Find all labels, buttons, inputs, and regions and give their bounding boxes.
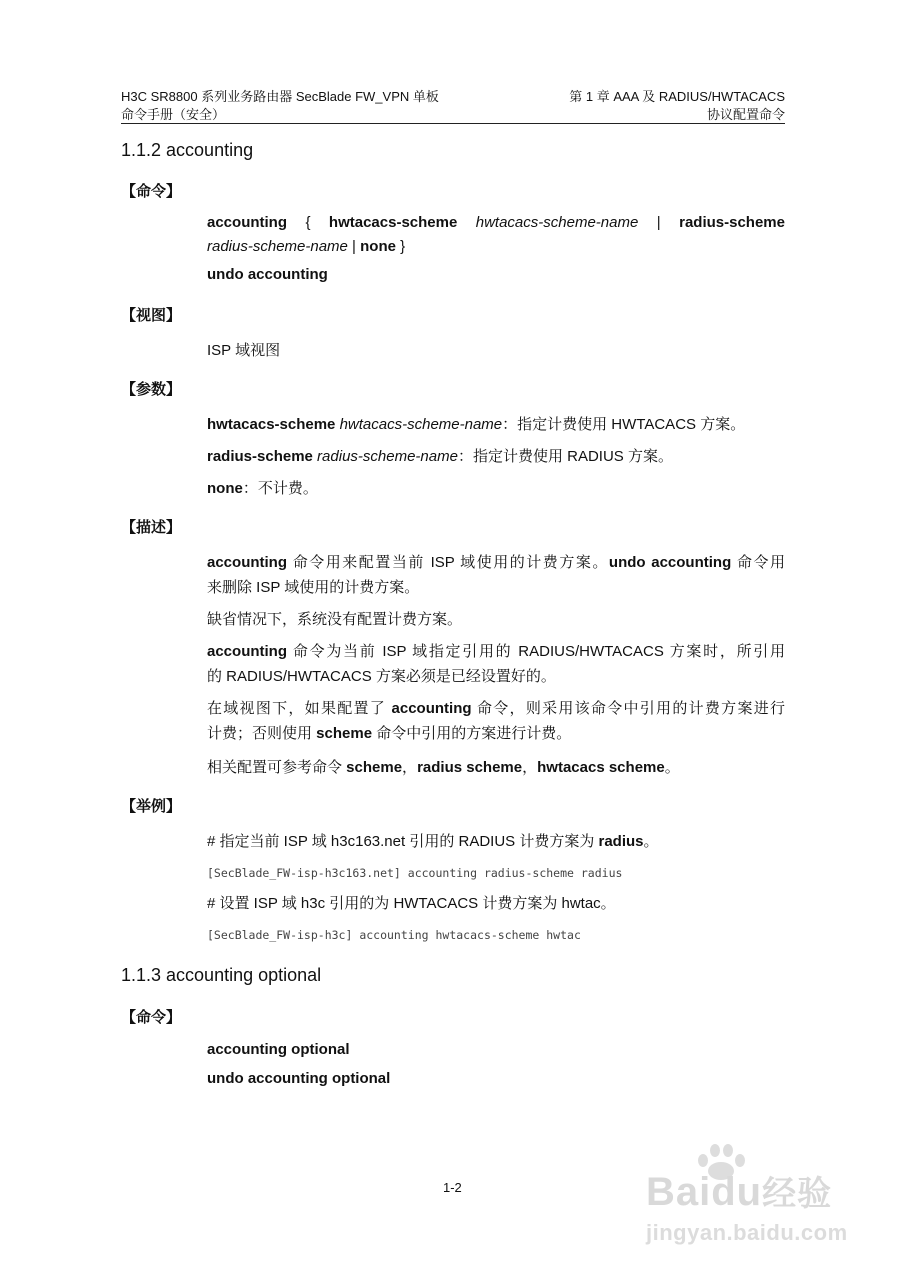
- logo-du: du: [711, 1170, 763, 1214]
- param-desc: ：指定计费使用 HWTACACS 方案。: [502, 416, 746, 433]
- desc-para3-line1: [207, 640, 785, 661]
- header-chapter: 第 1 章 AAA 及 RADIUS/HWTACACS: [569, 89, 785, 104]
- param-desc: ：指定计费使用 RADIUS 方案。: [457, 448, 673, 465]
- desc-heading: 【描述】: [121, 519, 182, 536]
- desc-kw: hwtacacs scheme: [537, 759, 665, 776]
- arg-hwtacacs-scheme-name: hwtacacs-scheme-name: [457, 214, 639, 231]
- example1-comment: [207, 830, 659, 851]
- brace-close: }: [395, 238, 406, 255]
- baidu-jingyan-watermark: [640, 1140, 865, 1265]
- desc-text: 命令，则采用该命令中引用的计费方案进行: [471, 700, 785, 717]
- command-accounting-optional: accounting optional: [207, 1041, 350, 1058]
- param-desc: ：不计费。: [242, 480, 318, 497]
- kw-hwtacacs-scheme: hwtacacs-scheme: [328, 214, 458, 231]
- desc-text: 。: [664, 759, 680, 776]
- kw-radius-scheme: radius-scheme: [679, 214, 785, 231]
- command-undo: undo accounting: [207, 266, 328, 283]
- desc-text: 命令中引用的方案进行计费。: [372, 725, 572, 742]
- pipe: |: [638, 214, 680, 231]
- desc-para3-line2: 的 RADIUS/HWTACACS 方案必须是已经设置好的。: [207, 668, 556, 685]
- desc-text: 命令用: [731, 554, 785, 571]
- desc-text: 计费；否则使用: [207, 725, 317, 742]
- desc-para5: [207, 756, 680, 777]
- desc-kw: scheme: [316, 725, 373, 742]
- command-heading: 【命令】: [121, 1009, 182, 1026]
- param-heading: 【参数】: [121, 381, 182, 398]
- desc-text: 在域视图下，如果配置了: [207, 700, 392, 717]
- example-text: 。: [643, 833, 659, 850]
- arg-radius-scheme-name: radius-scheme-name: [207, 238, 348, 255]
- section-title-112: 1.1.2 accounting: [121, 140, 254, 160]
- logo-jingyan: 经验: [762, 1175, 833, 1213]
- desc-text: 相关配置可参考命令: [207, 759, 347, 776]
- command-syntax-line1: [207, 214, 785, 231]
- example-kw: radius: [598, 833, 644, 850]
- header-chapter-sub: 协议配置命令: [706, 107, 785, 122]
- desc-text: ，: [522, 759, 538, 776]
- param-none: [207, 477, 318, 498]
- command-syntax-line2: [207, 238, 405, 255]
- desc-para2: 缺省情况下，系统没有配置计费方案。: [207, 611, 463, 628]
- desc-para1-line1: [207, 551, 785, 572]
- header-rule: [121, 123, 785, 124]
- desc-para4-line1: [207, 697, 785, 718]
- brace-open: {: [287, 214, 329, 231]
- kw-accounting: accounting: [207, 214, 288, 231]
- watermark-url: jingyan.baidu.com: [646, 1220, 848, 1245]
- desc-para4-line2: [207, 722, 571, 743]
- desc-text: 命令为当前 ISP 域指定引用的 RADIUS/HWTACACS 方案时，所引用: [287, 643, 785, 660]
- view-text: ISP 域视图: [207, 342, 281, 359]
- desc-para1-line2: 来删除 ISP 域使用的计费方案。: [207, 579, 420, 596]
- desc-text: 命令用来配置当前 ISP 域使用的计费方案。: [287, 554, 609, 571]
- desc-kw: radius scheme: [417, 759, 523, 776]
- command-heading: 【命令】: [121, 183, 182, 200]
- desc-kw: accounting: [207, 554, 288, 571]
- param-keyword: radius-scheme: [207, 448, 313, 465]
- desc-kw: scheme: [346, 759, 403, 776]
- kw-none: none: [360, 238, 396, 255]
- example-text: # 指定当前 ISP 域 h3c163.net 引用的 RADIUS 计费方案为: [207, 833, 599, 850]
- desc-kw: accounting: [207, 643, 288, 660]
- header-doc-subtitle: 命令手册（安全）: [121, 107, 226, 122]
- page-number: 1-2: [443, 1180, 462, 1195]
- command-undo-accounting-optional: undo accounting optional: [207, 1070, 391, 1087]
- logo-bai: Bai: [646, 1170, 712, 1214]
- example2-code: [SecBlade_FW-isp-h3c] accounting hwtacacs-scheme hwtac: [207, 928, 581, 942]
- pipe: |: [347, 238, 361, 255]
- watermark-logo: [646, 1166, 832, 1215]
- desc-kw: undo accounting: [608, 554, 732, 571]
- param-keyword: hwtacacs-scheme: [207, 416, 336, 433]
- param-arg: hwtacacs-scheme-name: [335, 416, 503, 433]
- view-heading: 【视图】: [121, 307, 182, 324]
- example2-comment: # 设置 ISP 域 h3c 引用的为 HWTACACS 计费方案为 hwtac。: [207, 895, 616, 912]
- header-doc-title: H3C SR8800 系列业务路由器 SecBlade FW_VPN 单板: [121, 89, 439, 104]
- param-keyword: none: [207, 480, 243, 497]
- param-arg: radius-scheme-name: [312, 448, 458, 465]
- section-title-113: 1.1.3 accounting optional: [121, 965, 322, 985]
- example-heading: 【举例】: [121, 798, 182, 815]
- param-hwtacacs: [207, 413, 745, 434]
- desc-text: ，: [402, 759, 418, 776]
- param-radius: [207, 445, 673, 466]
- desc-kw: accounting: [391, 700, 472, 717]
- example1-code: [SecBlade_FW-isp-h3c163.net] accounting radius-scheme radius: [207, 866, 623, 880]
